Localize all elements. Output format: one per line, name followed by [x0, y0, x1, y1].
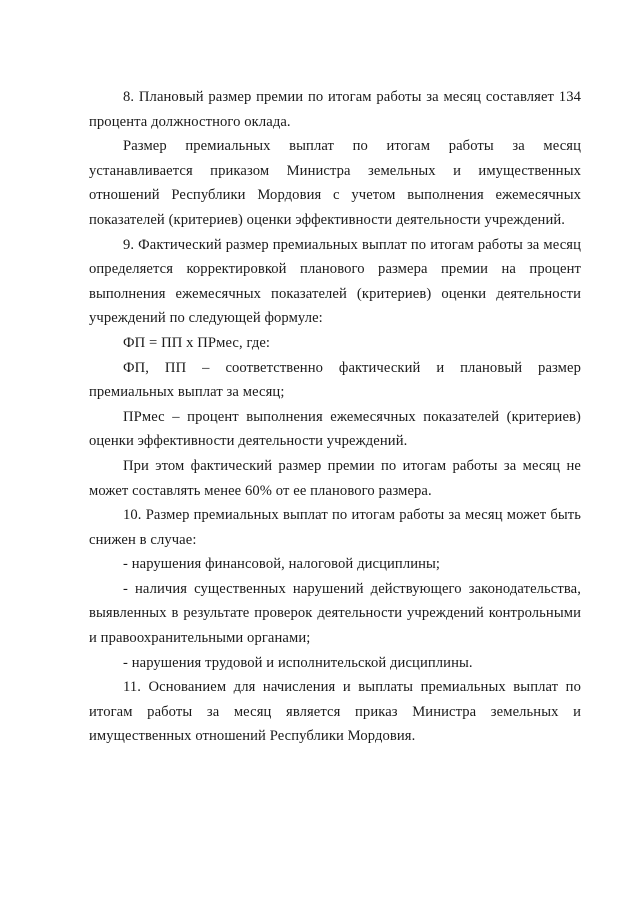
list-item-legal-violations: - наличия существенных нарушений действующего законодательства, выявленных в результате проверок деятельности учреждений контрольными и правоохранительными органами; — [89, 580, 581, 647]
paragraph-formula-fp-pp: ФП, ПП – соответственно фактический и плановый размер премиальных выплат за месяц; — [89, 359, 581, 401]
document-body — [89, 85, 581, 749]
paragraph-10-reduction: 10. Размер премиальных выплат по итогам работы за месяц может быть снижен в случае: — [89, 507, 581, 548]
list-item-labor-discipline: - нарушения трудовой и исполнительской дисциплины. — [123, 654, 473, 671]
paragraph-8-planned-bonus: 8. Плановый размер премии по итогам работы за месяц составляет 134 процента должностного оклада. — [89, 89, 581, 130]
paragraph-bonus-order: Размер премиальных выплат по итогам работы за месяц устанавливается приказом Министра земельных и имущественных отношений Республики Мордовия с учетом выполнения ежемесячных показателей (критериев) оценки эффективности деятельности учреждений. — [89, 138, 581, 228]
list-item-financial-discipline: - нарушения финансовой, налоговой дисциплины; — [123, 556, 441, 573]
paragraph-formula: ФП = ПП х ПРмес, где: — [123, 334, 271, 351]
paragraph-minimum-bonus: При этом фактический размер премии по итогам работы за месяц не может составлять менее 60% от ее планового размера. — [89, 457, 581, 499]
paragraph-formula-prmes: ПРмес – процент выполнения ежемесячных показателей (критериев) оценки эффективности деятельности учреждений. — [89, 408, 581, 450]
paragraph-11-basis: 11. Основанием для начисления и выплаты премиальных выплат по итогам работы за месяц является приказ Министра земельных и имущественных отношений Республики Мордовия. — [89, 679, 581, 745]
paragraph-9-actual-bonus: 9. Фактический размер премиальных выплат по итогам работы за месяц определяется корректировкой планового размера премии на процент выполнения ежемесячных показателей (критериев) оценки деятельности учреждений по следующей формуле: — [89, 236, 581, 327]
